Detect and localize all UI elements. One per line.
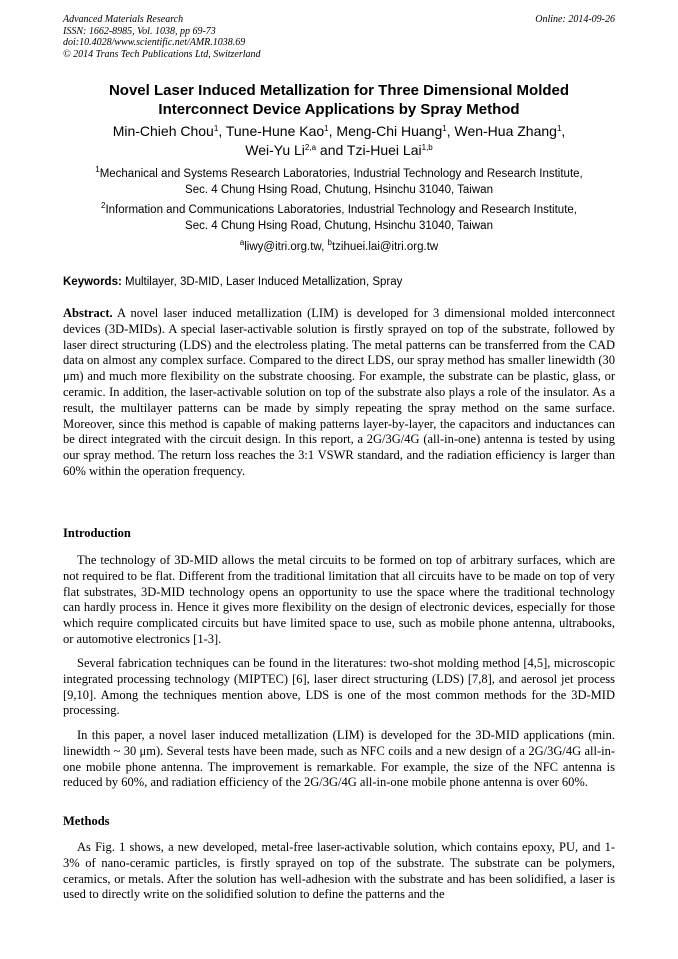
doi-line[interactable]: doi:10.4028/www.scientific.net/AMR.1038.69 xyxy=(63,37,246,48)
intro-paragraph: In this paper, a novel laser induced metallization (LIM) is developed for the 3D-MID applications (min. linewidth ~ 30 μm). Several tests have been made, such as NFC coils and a new design of a 2G/3G/4G all-in-one mobile phone antenna. The improvement is remarkable. For example, the size of the NFC antenna is reduced by 60%, and radiation efficiency of the 2G/3G/4G all-in-one mobile phone antenna is over 60%. xyxy=(63,728,615,790)
author-sep: , xyxy=(446,123,455,139)
email-b[interactable]: tzihuei.lai@itri.org.tw xyxy=(331,241,439,253)
abstract-text: A novel laser induced metallization (LIM) is developed for 3 dimensional molded interconnect devices (3D-MIDs). A special laser-activable solution is firstly sprayed on top of the substrate, followed by laser direct structuring (LDS) and the electroless plating. The metal patterns can be transferred from the CAD data on almost any complex surface. Compared to the direct LDS, our spray method has smaller linewidth (30 μm) and much more flexibility on the substrate choosing. For example, the substrate can be plastic, glass, or ceramic. In addition, the laser-activable solution on top of the substrate also plays a role of the insulator. As a result, the multilayer patterns can be made by simply repeating the spray method on the same surface. Moreover, since this method is capable of making patterns layer-by-layer, the capacitors and inductances can be direct integrated with the circuit design. In this report, a 2G/3G/4G (all-in-one) antenna is tested by using our spray method. The return loss reaches the 3:1 VSWR standard, and the radiation efficiency is larger than 60% within the operation frequency. xyxy=(63,306,615,478)
email-sup-a: a xyxy=(239,238,245,247)
email-a[interactable]: liwy@itri.org.tw xyxy=(244,241,322,253)
author-sup: 1 xyxy=(442,124,447,133)
author-list xyxy=(40,122,638,160)
author-sep: , xyxy=(561,123,566,139)
affiliation-2 xyxy=(40,202,638,234)
intro-paragraph: The technology of 3D-MID allows the metal circuits to be formed on top of arbitrary surfaces, which are not required to be flat. Different from the traditional limitation that all circuits have to be made on top of very flat substrates, 3D-MID technology opens an opportunity to use the space where the traditional technology can hardly process in. Hence it gives more flexibility on the design of electronic devices, especially for those which require complicated circuits but have limited space to use, such as mobile phone antenna, ultrabooks, or automotive electronics [1-3]. xyxy=(63,553,615,646)
paper-title xyxy=(40,81,638,119)
affiliation-address: Sec. 4 Chung Hsing Road, Chutung, Hsinchu 31040, Taiwan xyxy=(185,220,493,232)
author-name: Meng-Chi Huang xyxy=(336,123,443,139)
email-sup-b: b xyxy=(327,238,332,247)
author-name: Min-Chieh Chou xyxy=(112,123,214,139)
keywords xyxy=(63,274,623,290)
author-sup: 1,b xyxy=(421,143,433,152)
affiliation-sup: 2 xyxy=(100,201,106,210)
section-heading-methods: Methods xyxy=(63,814,110,828)
abstract-label: Abstract. xyxy=(63,306,113,320)
abstract xyxy=(63,306,615,480)
journal-name: Advanced Materials Research xyxy=(63,14,184,25)
keywords-text: Multilayer, 3D-MID, Laser Induced Metallization, Spray xyxy=(121,276,403,288)
issn-line: ISSN: 1662-8985, Vol. 1038, pp 69-73 xyxy=(63,25,216,37)
author-emails xyxy=(40,239,638,255)
email-sep: , xyxy=(321,241,328,253)
title-line-2: Interconnect Device Applications by Spray Method xyxy=(158,101,520,118)
intro-paragraph: Several fabrication techniques can be found in the literatures: two-shot molding method [4,5], microscopic integrated processing technology (MIPTEC) [6], laser direct structuring (LDS) [7,8], and aerosol jet process [9,10]. Among the techniques mention above, LDS is one of the most common methods for the 3D-MID processing. xyxy=(63,656,615,718)
affiliation-line: Information and Communications Laboratories, Industrial Technology and Research Institute, xyxy=(105,204,577,216)
affiliation-1 xyxy=(40,166,638,198)
author-sep: , xyxy=(218,123,226,139)
affiliation-sup: 1 xyxy=(95,165,100,174)
copyright-line: © 2014 Trans Tech Publications Ltd, Switzerland xyxy=(63,48,261,60)
author-name: Tzi-Huei Lai xyxy=(346,142,422,158)
title-line-1: Novel Laser Induced Metallization for Three Dimensional Molded xyxy=(108,82,570,99)
affiliation-address: Sec. 4 Chung Hsing Road, Chutung, Hsinchu 31040, Taiwan xyxy=(185,184,493,196)
affiliation-line: Mechanical and Systems Research Laboratories, Industrial Technology and Research Institute, xyxy=(99,168,583,180)
author-sup: 1 xyxy=(556,124,562,133)
author-sup: 1 xyxy=(324,124,329,133)
section-heading-introduction: Introduction xyxy=(63,526,131,540)
keywords-label: Keywords: xyxy=(63,276,122,288)
author-name: Tune-Hune Kao xyxy=(225,123,325,139)
methods-paragraph: As Fig. 1 shows, a new developed, metal-free laser-activable solution, which contains epoxy, PU, and 1-3% of nano-ceramic particles, is firstly sprayed on top of the substrate. The substrate can be polymers, ceramics, or metals. After the solution has well-adhesion with the substrate and has been solidified, a laser is used to directly write on the solidified solution to define the patterns and the xyxy=(63,840,615,902)
author-name: Wei-Yu Li xyxy=(245,142,305,158)
online-date: Online: 2014-09-26 xyxy=(535,14,615,25)
author-sep: , xyxy=(328,123,337,139)
author-sup: 2,a xyxy=(304,143,317,152)
author-sup: 1 xyxy=(213,124,219,133)
author-sep: and xyxy=(316,142,347,158)
author-name: Wen-Hua Zhang xyxy=(454,123,557,139)
journal-header xyxy=(63,14,261,60)
